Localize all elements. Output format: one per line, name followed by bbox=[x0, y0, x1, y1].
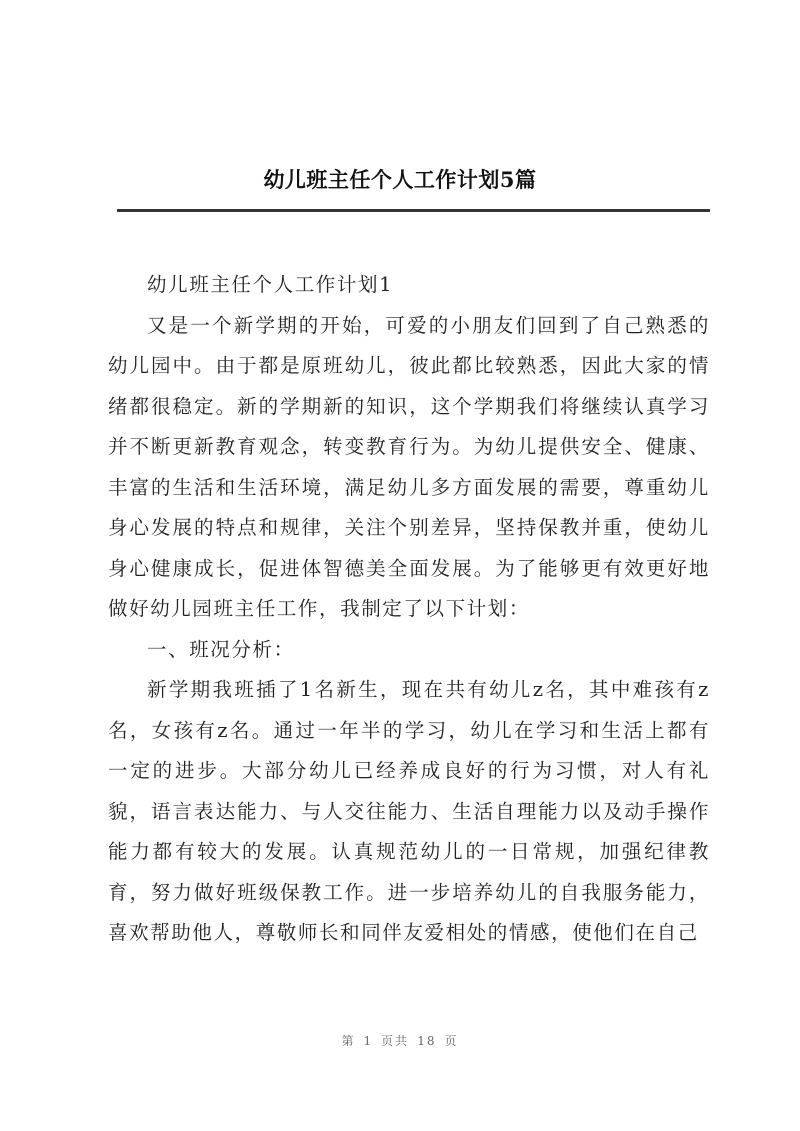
footer-prefix: 第 bbox=[341, 1034, 356, 1048]
section-subheading: 一、班况分析： bbox=[147, 637, 295, 661]
document-body bbox=[108, 265, 710, 954]
document-title: 幼儿班主任个人工作计划5篇 bbox=[263, 167, 537, 192]
current-page-number: 1 bbox=[363, 1034, 374, 1048]
page-footer bbox=[0, 1032, 800, 1049]
body-paragraph: 又是一个新学期的开始，可爱的小朋友们回到了自己熟悉的幼儿园中。由于都是原班幼儿，彼此都比较熟悉，因此大家的情绪都很稳定。新的学期新的知识，这个学期我们将继续认真学习并不断更新教育观念，转变教育行为。为幼儿提供安全、健康、丰富的生活和生活环境，满足幼儿多方面发展的需要，尊重幼儿身心发展的特点和规律，关注个别差异，坚持保教并重，使幼儿身心健康成长，促进体智德美全面发展。为了能够更有效更好地做好幼儿园班主任工作，我制定了以下计划： bbox=[108, 313, 710, 620]
footer-suffix: 页 bbox=[444, 1034, 459, 1048]
section-heading: 幼儿班主任个人工作计划1 bbox=[147, 273, 394, 296]
body-paragraph: 新学期我班插了1名新生，现在共有幼儿z名，其中难孩有z名，女孩有z名。通过一年半的学习，幼儿在学习和生活上都有一定的进步。大部分幼儿已经养成良好的行为习惯，对人有礼貌，语言表达能力、与人交往能力、生活自理能力以及动手操作能力都有较大的发展。认真规范幼儿的一日常规，加强纪律教育，努力做好班级保教工作。进一步培养幼儿的自我服务能力，喜欢帮助他人，尊敬师长和同伴友爱相处的情感，使他们在自己 bbox=[108, 678, 710, 944]
total-pages-number: 18 bbox=[417, 1034, 437, 1048]
footer-middle: 页共 bbox=[381, 1034, 410, 1048]
title-divider bbox=[117, 209, 710, 212]
